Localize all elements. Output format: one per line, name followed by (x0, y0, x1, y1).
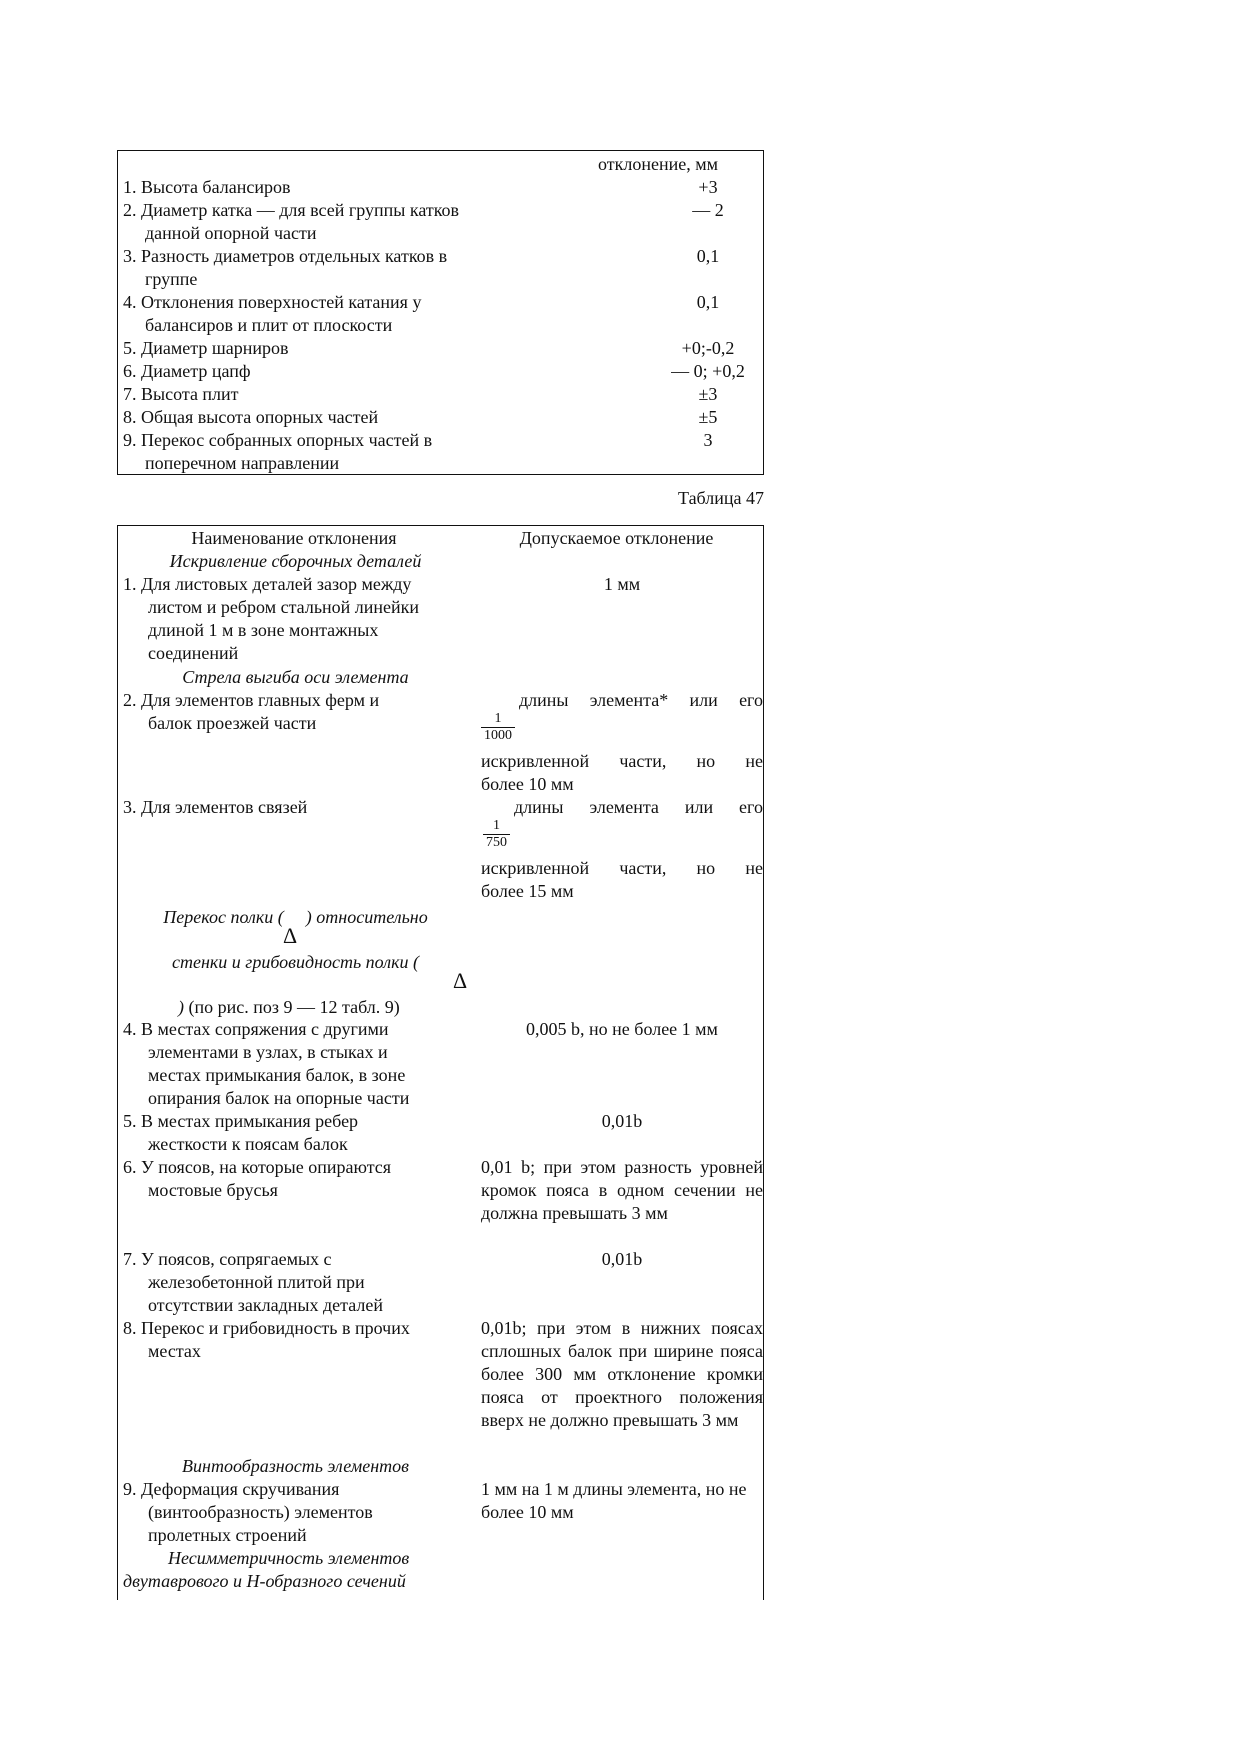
value-line: более 10 мм (481, 774, 574, 794)
section-heading-line (178, 996, 400, 1019)
row-name (123, 1110, 470, 1156)
fraction-numerator: 1 (481, 711, 515, 728)
tolerance-table-2 (117, 525, 764, 1600)
row-value: 0,1 (696, 292, 720, 312)
column-header-name: Наименование отклонения (191, 528, 397, 548)
row-name-line: 4. В местах сопряжения с другими (123, 1019, 389, 1039)
row-name-line: пролетных строений (148, 1525, 307, 1545)
column-header-value: Допускаемое отклонение (519, 528, 714, 548)
value-word: но (696, 858, 716, 878)
row-value: — 2 (692, 200, 724, 220)
tolerance-table-1 (117, 150, 764, 475)
row-value: 3 (703, 430, 713, 450)
heading-text: ) (178, 997, 184, 1017)
row-name-cont: балансиров и плит от плоскости (145, 315, 393, 335)
row-value: 0,01 b; при этом разность уровней кромок пояса в одном сечении не должна превышать 3 мм (481, 1157, 763, 1223)
row-value: ±3 (698, 384, 718, 404)
value-word: не (745, 751, 763, 771)
row-name: 5. Диаметр шарниров (123, 338, 289, 358)
value-line (481, 689, 763, 712)
row-value: 0,1 (696, 246, 720, 266)
value-line (481, 857, 763, 880)
row-value: +3 (698, 177, 718, 197)
row-name-line: отсутствии закладных деталей (148, 1295, 383, 1315)
section-heading-line: Несимметричность элементов (168, 1548, 410, 1568)
row-name (123, 1156, 470, 1202)
row-name (123, 796, 470, 819)
value-word: не (745, 858, 763, 878)
value-word: длины (519, 690, 569, 710)
row-value: 1 мм (603, 574, 641, 594)
row-name-line: элементами в узлах, в стыках и (148, 1042, 388, 1062)
value-word: части, (619, 751, 667, 771)
row-name-line: 8. Перекос и грибовидность в прочих (123, 1318, 410, 1338)
value-word: искривленной (481, 858, 590, 878)
section-heading: Стрела выгиба оси элемента (182, 667, 409, 687)
row-name-line: местах примыкания балок, в зоне (148, 1065, 406, 1085)
row-name: 1. Высота балансиров (123, 177, 291, 197)
section-heading-line: стенки и грибовидность полки ( (171, 952, 419, 972)
row-name: 4. Отклонения поверхностей катания у (123, 292, 422, 312)
section-heading (123, 1547, 468, 1593)
value-word: элемента (589, 797, 659, 817)
row-name: 3. Разность диаметров отдельных катков в (123, 246, 448, 266)
row-name-line: 7. У поясов, сопрягаемых с (123, 1249, 332, 1269)
row-value: 0,005 b, но не более 1 мм (526, 1019, 718, 1039)
row-name-line: железобетонной плитой при (148, 1272, 365, 1292)
row-name-line: соединений (148, 643, 239, 663)
row-name-line: опирания балок на опорные части (148, 1088, 410, 1108)
row-name-line: мостовые брусья (148, 1180, 278, 1200)
value-line: более 15 мм (481, 881, 574, 901)
row-name (123, 1018, 470, 1110)
row-value: 1 мм на 1 м длины элемента, но не более 10 мм (481, 1479, 747, 1522)
row-name-line: 5. В местах примыкания ребер (123, 1111, 359, 1131)
fraction (481, 711, 515, 744)
row-name-line: 6. У поясов, на которые опираются (123, 1157, 392, 1177)
section-heading (123, 906, 468, 1017)
value-word: части, (619, 858, 667, 878)
row-name (123, 1478, 470, 1547)
value-word: или (684, 797, 714, 817)
section-heading: Винтообразность элементов (182, 1456, 409, 1476)
row-name-line: (винтообразность) элементов (148, 1502, 373, 1522)
fraction-numerator: 1 (483, 818, 510, 835)
value-word: элемента* (589, 690, 669, 710)
row-name-line: длиной 1 м в зоне монтажных (148, 620, 379, 640)
row-value (481, 689, 763, 795)
row-name-cont: группе (145, 269, 198, 289)
row-name: 9. Перекос собранных опорных частей в (123, 430, 433, 450)
value-word: искривленной (481, 751, 590, 771)
value-word: его (739, 797, 763, 817)
row-name: 6. Диаметр цапф (123, 361, 251, 381)
row-name-cont: поперечном направлении (145, 453, 340, 473)
heading-text: ) относительно (305, 907, 428, 927)
row-value: ±5 (698, 407, 718, 427)
row-name: 7. Высота плит (123, 384, 239, 404)
delta-symbol: Δ (283, 923, 298, 948)
row-name-line: 1. Для листовых деталей зазор между (123, 574, 412, 594)
row-name: 8. Общая высота опорных частей (123, 407, 379, 427)
heading-text: (по рис. поз 9 — 12 табл. 9) (184, 997, 400, 1017)
row-name (123, 689, 470, 735)
row-name (123, 573, 470, 665)
value-word: длины (514, 797, 564, 817)
value-word: но (696, 751, 716, 771)
row-name-line: 3. Для элементов связей (123, 797, 308, 817)
row-value: — 0; +0,2 (671, 361, 745, 381)
value-word: или (689, 690, 718, 710)
row-name-line: 9. Деформация скручивания (123, 1479, 340, 1499)
row-name (123, 1248, 470, 1317)
delta-symbol: Δ (453, 968, 468, 993)
row-name-line: балок проезжей части (148, 713, 317, 733)
row-value: +0;-0,2 (681, 338, 735, 358)
table-caption: Таблица 47 (678, 488, 764, 508)
value-line (481, 796, 763, 819)
row-name (123, 1317, 470, 1363)
fraction (483, 818, 510, 851)
row-name: 2. Диаметр катка — для всей группы катков (123, 200, 460, 220)
section-heading-line: двутаврового и Н-образного сечений (123, 1571, 406, 1591)
row-name-line: жесткости к поясам балок (148, 1134, 348, 1154)
section-heading: Искривление сборочных деталей (169, 551, 422, 571)
row-value: 0,01b; при этом в нижних поясах сплошных балок при ширине пояса более 300 мм отклонение кромки пояса от проектного положения вверх не должно превышать 3 мм (481, 1318, 763, 1430)
row-name-line: листом и ребром стальной линейки (148, 597, 420, 617)
value-line (481, 750, 763, 773)
fraction-denominator: 1000 (484, 728, 512, 743)
fraction-denominator: 750 (486, 835, 507, 850)
table1-header: отклонение, мм (598, 154, 719, 174)
value-word: его (739, 690, 763, 710)
row-name-cont: данной опорной части (145, 223, 317, 243)
row-name-line: 2. Для элементов главных ферм и (123, 690, 380, 710)
row-value: 0,01b (601, 1111, 643, 1131)
heading-text: Перекос полки ( (163, 907, 284, 927)
row-name-line: местах (148, 1341, 201, 1361)
row-value (481, 796, 763, 902)
row-value: 0,01b (601, 1249, 643, 1269)
